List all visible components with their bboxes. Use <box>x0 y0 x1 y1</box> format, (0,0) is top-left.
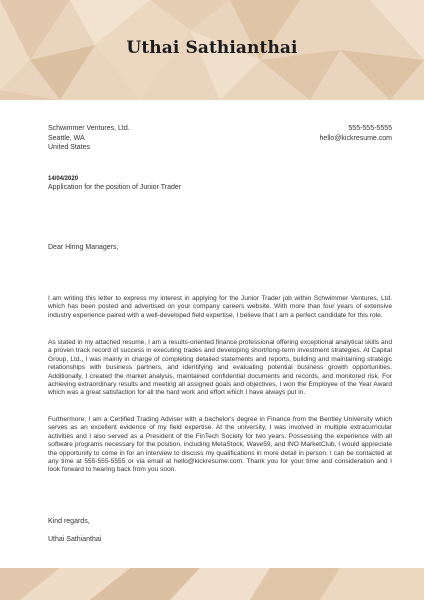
applicant-name: Uthai Sathianthai <box>126 38 298 58</box>
paragraph-1: I am writing this letter to express my interest in applying for the Junior Trader job within Schwimmer Ventures, Ltd. which has been posted and advertised on your company careers website. With more than four years of extensive industry experience paired with a well-developed field expertise, I believe that I am a perfect candidate for this role. <box>48 295 392 319</box>
signature-name: Uthai Sathianthai <box>48 536 102 543</box>
recipient-address <box>48 124 130 153</box>
footer-banner <box>0 568 424 600</box>
sender-phone: 555-555-5555 <box>348 125 392 132</box>
sender-email: hello@kickresume.com <box>319 134 392 142</box>
header-banner <box>0 0 424 100</box>
letter-date: 14/04/2020 <box>48 176 79 182</box>
footer-geometric-pattern <box>0 568 424 600</box>
recipient-city: Seattle, WA <box>48 134 85 142</box>
recipient-company: Schwimmer Ventures, Ltd. <box>48 125 130 132</box>
sender-contact <box>320 124 392 143</box>
letter-subject: Application for the position of Junior Trader <box>48 184 182 191</box>
greeting: Dear Hiring Managers, <box>48 244 119 251</box>
paragraph-3: Furthermore, I am a Certified Trading Adviser with a bachelor's degree in Finance from the Bentley University which serves as an excellent evidence of my field expertise. At the university, I was involved in multiple extracurricular activities and I also served as a President of the FinTech Society for two years. Possessing the experience with all software programs necessary for the position, including MetaStock, Wave59, and INO MarketClub, I would appreciate the opportunity to come in for an interview to discuss my qualifications in more detail in person. I can be contacted at any time at 555-555-5555 or via email at hello@kickresume.com. Thank you for your time and consideration and I look forward to hearing back from you soon. <box>48 416 392 474</box>
recipient-country: United States <box>48 144 91 151</box>
paragraph-2: As stated in my attached resume, I am a results-oriented finance professional offering exceptional analytical skills and a proven track record of success in executing trades and developing short/long-term investment strategies. At Capital Group, Ltd., I was mainly in charge of completing detailed statements and reports, building and maintaining strategic relationships with business partners, and identifying and evaluating potential business growth opportunities. Additionally, I created the market analysis, maintained confidential documents and records, and monitored risk. For achieving extraordinary results and meeting all assigned goals and objectives, I won the Employee of the Year Award which was a great satisfaction for all the hard work and effort which I have always put in. <box>48 339 392 397</box>
closing: Kind regards, <box>48 518 90 525</box>
